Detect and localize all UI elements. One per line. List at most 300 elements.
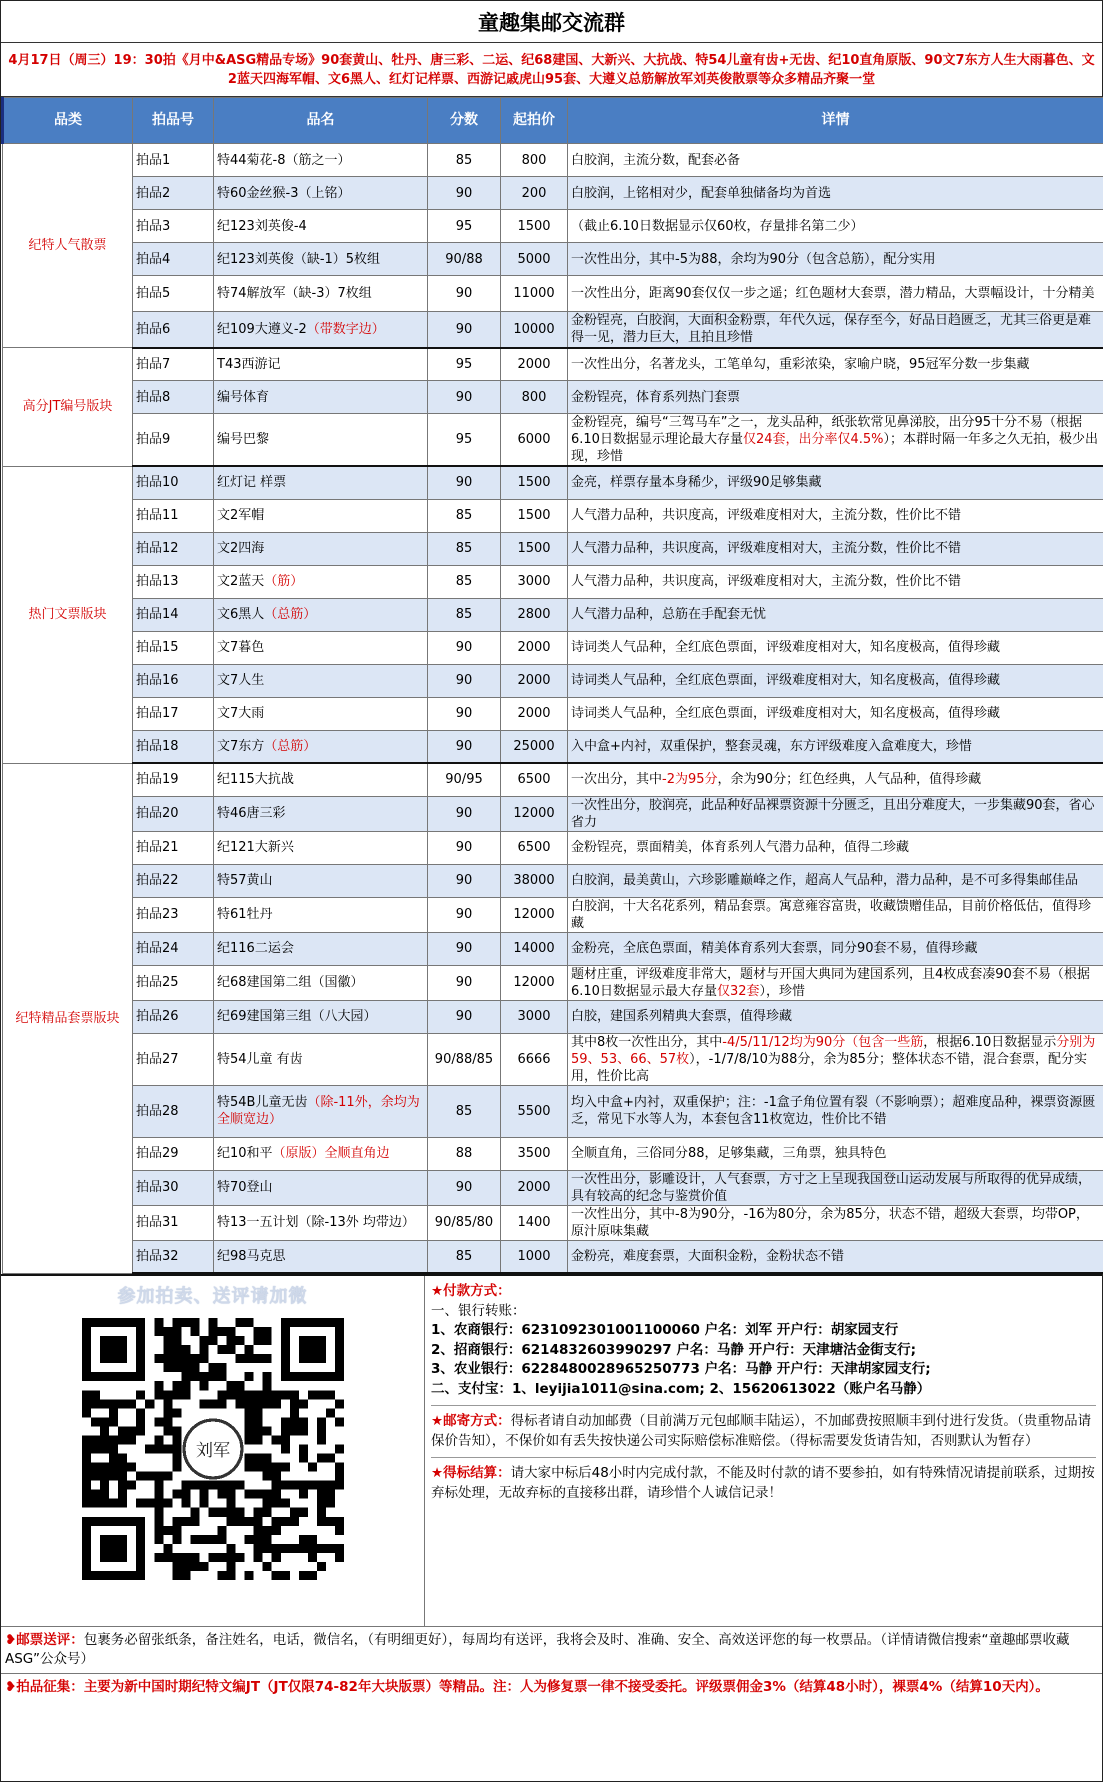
price-cell [501,763,568,796]
lot-number-cell-text: 拍品1 [136,152,171,168]
lot-number-cell [133,831,214,864]
score-cell [428,276,501,312]
score-cell [428,1170,501,1205]
lot-number-cell-text: 拍品19 [136,772,179,788]
detail-cell [568,730,1103,763]
table-row [3,1240,1103,1273]
wechat-qr-code[interactable] [82,1318,344,1580]
lot-name-cell [214,631,428,664]
score-cell-text: 85 [455,541,473,556]
lot-number-cell-text: 拍品30 [136,1180,179,1195]
table-row [3,631,1103,664]
detail-cell [568,1240,1103,1273]
table-row [3,1170,1103,1205]
lot-number-cell-text: 拍品15 [136,640,179,655]
score-cell [428,1240,501,1273]
lot-name-cell-text: （除-11外，余均为全顺宽边） [217,1095,420,1127]
price-cell-text: 1400 [517,1215,551,1230]
lot-name-cell [214,177,428,210]
score-cell-text: 90 [455,673,473,688]
price-cell [501,932,568,965]
lot-name-cell-text: 纪123刘英俊（缺-1）5枚组 [217,251,381,267]
score-cell [428,466,501,499]
price-cell-text: 6000 [517,432,551,447]
score-cell [428,1137,501,1170]
score-cell [428,864,501,897]
lot-name-cell [214,1240,428,1273]
lot-name-cell-text: 特60金丝猴-3（上铭） [217,185,351,201]
lot-number-cell [133,1033,214,1085]
detail-cell-text: 一次性出分，影雕设计，人气套票，方寸之上呈现我国登山运动发展与所取得的优异成绩，具有较高的纪念与鉴赏价值 [571,1171,1092,1204]
score-cell [428,831,501,864]
price-cell-text: 12000 [513,806,555,821]
detail-cell-text: -4/5/11/12均为90分（包含一些筋 [722,1034,924,1050]
detail-cell [568,1170,1103,1205]
lot-number-cell-text: 拍品21 [136,840,179,855]
lot-name-cell-text: 纪10和平 [217,1146,273,1161]
price-cell [501,965,568,1000]
lot-number-cell-text: 拍品10 [136,475,179,491]
price-cell [501,466,568,499]
lot-name-cell [214,1000,428,1033]
lot-name-cell-text: 文7东方 [217,738,265,754]
lot-name-cell-text: （带数字边） [306,321,385,337]
lot-number-cell [133,697,214,730]
qr-caption: 参加拍卖、送评请加微 [117,1286,308,1307]
score-cell-text: 90 [455,640,473,655]
table-row [3,177,1103,210]
lot-number-cell [133,763,214,796]
price-cell-text: 11000 [513,286,555,301]
price-cell [501,1000,568,1033]
detail-cell [568,243,1103,276]
lot-name-cell-text: 纪98马克思 [217,1248,286,1264]
price-cell [501,1033,568,1085]
price-cell-text: 5000 [517,251,551,267]
price-cell-text: 800 [521,152,547,168]
price-cell-text: 6666 [517,1051,551,1067]
table-row [3,210,1103,243]
lot-name-cell [214,1033,428,1085]
lot-number-cell-text: 拍品26 [136,1009,179,1024]
lot-number-cell-text: 拍品27 [136,1051,179,1067]
lot-name-cell-text: 纪109大遵义-2 [217,321,307,337]
detail-cell-text: 人气潜力品种，总筋在手配套无忧 [571,607,767,622]
score-cell-text: 90/88/85 [434,1051,494,1067]
lot-number-cell [133,348,214,381]
lot-number-cell-text: 拍品6 [136,321,171,337]
detail-cell [568,864,1103,897]
price-cell-text: 2800 [517,607,551,622]
detail-cell [568,1085,1103,1137]
table-row [3,864,1103,897]
price-cell-text: 3000 [517,574,551,589]
table-row [3,1205,1103,1240]
table-row [3,831,1103,864]
qr-panel [1,1276,425,1626]
table-row [3,664,1103,697]
detail-cell-text: 诗词类人气品种，全红底色票面，评级难度相对大，知名度极高，值得珍藏 [571,640,1001,655]
price-cell [501,243,568,276]
detail-cell-text: 人气潜力品种，共识度高，评级难度相对大，主流分数，性价比不错 [571,508,962,523]
lot-name-cell-text: 特54B儿童无齿 [217,1095,308,1110]
lot-name-cell-text: 特44菊花-8（筋之一） [217,152,351,168]
lot-name-cell-text: T43西游记 [217,356,281,372]
lot-number-cell [133,1205,214,1240]
lot-number-cell [133,499,214,532]
detail-cell-text: 全顺直角，三俗同分88，足够集藏，三角票，独具特色 [571,1146,887,1161]
lot-number-cell-text: 拍品2 [136,185,171,201]
header-score: 分数 [428,98,501,144]
detail-cell-text: 仅24套，出分率仅4.5% [742,432,884,447]
detail-cell [568,965,1103,1000]
settlement-block [431,1464,1096,1503]
detail-cell-text: 诗词类人气品种，全红底色票面，评级难度相对大，知名度极高，值得珍藏 [571,673,1001,688]
price-cell-text: 800 [521,389,547,405]
lot-number-cell-text: 拍品13 [136,574,179,589]
table-row [3,312,1103,348]
detail-cell-text: ，根据6.10日数据显示 [923,1034,1057,1050]
bank-title: 一、银行转账： [431,1302,526,1319]
lot-number-cell [133,565,214,598]
detail-cell-text: 白胶，建国系列精典大套票，值得珍藏 [571,1009,793,1024]
detail-cell-text: 金亮，样票存量本身稀少，评级90足够集藏 [571,475,822,491]
detail-cell-text: （截止6.10日数据显示仅60枚，存量排名第二少） [571,218,864,234]
lot-number-cell-text: 拍品22 [136,873,179,888]
lot-name-cell-text: 文7大雨 [217,706,265,721]
price-cell [501,276,568,312]
score-cell [428,631,501,664]
detail-cell-text: 金粉锃亮，编号“三驾马车”之一，龙头品种，纸张软常见鼻涕胶，出分95十分不易（根据6.10日数据显示理论最大存量 [571,415,1083,447]
lot-number-cell [133,598,214,631]
detail-cell-text: 一次性出分，其中-5为88，余均为90分（包含总筋），配分实用 [571,251,936,267]
lot-name-cell-text: 文6黑人 [217,607,265,622]
grading-text: 包裹务必留张纸条，备注姓名，电话，微信名，（有明细更好），每周均有送评，我将会及时、准确、安全、高效送评您的每一枚票品。（详情请微信搜索“童趣邮票收藏ASG”公众号） [5,1632,1070,1667]
table-header-row [3,98,1103,144]
detail-cell-text: 人气潜力品种，共识度高，评级难度相对大，主流分数，性价比不错 [571,574,962,589]
score-cell [428,348,501,381]
lot-name-cell-text: 特54儿童 有齿 [217,1051,303,1067]
score-cell [428,965,501,1000]
table-row [3,1085,1103,1137]
lot-name-cell [214,1137,428,1170]
lot-number-cell [133,276,214,312]
lot-number-cell [133,796,214,831]
lot-number-cell-text: 拍品18 [136,738,179,754]
lot-name-cell-text: 文2军帽 [217,508,265,523]
table-row [3,466,1103,499]
lot-name-cell-text: 特70登山 [217,1180,273,1195]
category-cell: 高分JT编号版块 [3,348,133,467]
lot-name-cell-text: 纪123刘英俊-4 [217,218,307,234]
lot-name-cell-text: 文2蓝天 [217,574,265,589]
lot-number-cell [133,730,214,763]
lot-name-cell [214,499,428,532]
price-cell [501,1085,568,1137]
table-row [3,276,1103,312]
score-cell [428,763,501,796]
lot-name-cell-text: 纪68建国第二组（国徽） [217,975,364,990]
detail-cell-text: 金粉亮，全底色票面，精美体育系列大套票，同分90套不易，值得珍藏 [571,941,978,956]
lot-name-cell-text: 纪115大抗战 [217,772,294,788]
lot-number-cell [133,466,214,499]
lot-name-cell [214,897,428,932]
price-cell-text: 2000 [517,706,551,721]
detail-cell [568,381,1103,414]
payment-block [431,1282,1096,1406]
lot-name-cell-text: 特61牡丹 [217,907,273,922]
lot-name-cell-text: （原版）全顺直角边 [272,1146,390,1161]
detail-cell-text: 金粉亮，难度套票，大面积金粉，金粉状态不错 [571,1248,845,1264]
lot-number-cell-text: 拍品12 [136,541,179,556]
price-cell-text: 1500 [517,475,551,491]
detail-cell-text: 其中8枚一次性出分，其中 [571,1034,723,1050]
score-cell [428,565,501,598]
score-cell-text: 90 [455,185,473,201]
lot-number-cell [133,897,214,932]
score-cell [428,210,501,243]
header-detail: 详情 [568,98,1103,144]
lot-number-cell [133,1240,214,1273]
lot-number-cell [133,243,214,276]
lot-name-cell [214,210,428,243]
table-row [3,144,1103,177]
score-cell [428,144,501,177]
score-cell [428,499,501,532]
lot-number-cell-text: 拍品25 [136,975,179,990]
lot-name-cell-text: 纪116二运会 [217,941,294,956]
lot-number-cell [133,932,214,965]
lot-number-cell-text: 拍品20 [136,806,179,821]
price-cell [501,381,568,414]
price-cell-text: 12000 [513,907,555,922]
payment-heading: ★付款方式： [431,1283,511,1299]
category-cell: 纪特人气散票 [3,144,133,348]
detail-cell-text: -2为95分 [662,772,718,788]
lot-number-cell-text: 拍品16 [136,673,179,688]
lot-number-cell-text: 拍品8 [136,389,171,405]
lot-name-cell-text: 红灯记 样票 [217,475,287,491]
price-cell-text: 1000 [517,1248,551,1264]
price-cell [501,312,568,348]
lot-number-cell [133,144,214,177]
detail-cell [568,598,1103,631]
detail-cell [568,763,1103,796]
price-cell [501,598,568,631]
score-cell-text: 90/85/80 [434,1215,494,1230]
lot-number-cell-text: 拍品11 [136,508,179,523]
table-row [3,763,1103,796]
price-cell-text: 200 [521,185,547,201]
detail-cell-text: 一次性出分，其中-8为90分，-16为80分，余为85分，状态不错，超级大套票，均带OP，原汁原味集藏 [571,1206,1089,1239]
lot-number-cell-text: 拍品9 [136,432,171,447]
lot-number-cell [133,532,214,565]
detail-cell-text: 白胶润，十大名花系列，精品套票。寓意雍容富贵，收藏馈赠佳品，目前价格低估，值得珍藏 [571,898,1092,931]
price-cell-text: 14000 [513,941,555,956]
lot-name-cell [214,144,428,177]
lot-name-cell [214,1170,428,1205]
detail-cell [568,532,1103,565]
score-cell-text: 90 [455,286,473,301]
score-cell-text: 90 [455,941,473,956]
lot-name-cell-text: 文7暮色 [217,640,265,655]
price-cell-text: 2000 [517,640,551,655]
lot-number-cell [133,177,214,210]
score-cell-text: 85 [455,152,473,168]
price-cell [501,1205,568,1240]
lot-name-cell-text: 特46唐三彩 [217,806,286,821]
price-cell [501,697,568,730]
detail-cell-text: 题材庄重，评级难度非常大，题材与开国大典同为建国系列，且4枚成套凑90套不易（根据6.10日数据显示最大存量 [571,966,1090,999]
detail-cell [568,312,1103,348]
lot-number-cell-text: 拍品28 [136,1103,179,1119]
detail-cell-text: 一次出分，其中 [571,772,663,788]
shipping-block [431,1412,1096,1458]
score-cell [428,697,501,730]
lot-name-cell [214,831,428,864]
lot-number-cell-text: 拍品4 [136,251,171,267]
bank-3: 3、农业银行：6228480028965250773 户名：马静 开户行：天津胡家园支行; [431,1361,931,1377]
detail-cell [568,831,1103,864]
score-cell-text: 90 [455,806,473,821]
lot-name-cell [214,1205,428,1240]
lot-name-cell [214,414,428,467]
collect-heading: ❥拍品征集： [5,1679,84,1695]
settlement-text: 请大家中标后48小时内完成付款，不能及时付款的请不要参拍，如有特殊情况请提前联系，过期按弃标处理，无故弃标的直接移出群，请珍惜个人诚信记录！ [431,1465,1095,1501]
grading-notice [1,1626,1102,1673]
detail-cell-text: ）；本群时隔一年多之久无拍，极少出现，珍惜 [571,432,1099,464]
detail-cell [568,664,1103,697]
score-cell-text: 90 [455,475,473,491]
detail-cell [568,276,1103,312]
lot-number-cell [133,1137,214,1170]
price-cell [501,831,568,864]
price-cell-text: 12000 [513,975,555,990]
lot-name-cell [214,348,428,381]
shipping-heading: ★邮寄方式： [431,1413,511,1429]
table-row [3,1033,1103,1085]
grading-heading: ❥邮票送评： [5,1632,84,1648]
price-cell [501,565,568,598]
table-row [3,697,1103,730]
price-cell-text: 6500 [517,772,551,788]
score-cell-text: 90 [455,1180,473,1195]
score-cell-text: 90 [455,738,473,754]
score-cell [428,598,501,631]
price-cell-text: 1500 [517,508,551,523]
detail-cell-text: ，余为90分；红色经典，人气品种，值得珍藏 [717,772,982,788]
table-row [3,598,1103,631]
price-cell-text: 38000 [513,873,555,888]
lot-number-cell-text: 拍品24 [136,941,179,956]
detail-cell [568,348,1103,381]
score-cell-text: 90 [455,1009,473,1024]
price-cell-text: 3000 [517,1009,551,1024]
table-row [3,499,1103,532]
header-lot: 拍品号 [133,98,214,144]
price-cell-text: 1500 [517,218,551,234]
price-cell-text: 1500 [517,541,551,556]
detail-cell [568,210,1103,243]
detail-cell [568,631,1103,664]
lot-name-cell [214,864,428,897]
detail-cell [568,1137,1103,1170]
price-cell [501,144,568,177]
lot-name-cell [214,466,428,499]
bank-1: 1、农商银行：6231092301001100060 户名：刘军 开户行：胡家园支行 [431,1322,899,1338]
price-cell [501,730,568,763]
lot-name-cell [214,532,428,565]
header-name: 品名 [214,98,428,144]
price-cell [501,1240,568,1273]
detail-cell-text: 白胶润，主流分数，配套必备 [571,152,741,168]
score-cell-text: 95 [455,432,473,447]
score-cell-text: 95 [455,218,473,234]
score-cell-text: 90 [455,873,473,888]
bank-2: 2、招商银行：6214832603990297 户名：马静 开户行：天津塘沽金街支行; [431,1341,916,1358]
score-cell-text: 88 [455,1146,473,1161]
lot-name-cell [214,1085,428,1137]
detail-cell [568,932,1103,965]
table-row [3,897,1103,932]
table-row [3,243,1103,276]
score-cell [428,796,501,831]
lot-name-cell [214,312,428,348]
detail-cell [568,499,1103,532]
lot-name-cell-text: （总筋） [264,607,317,622]
category-cell: 纪特精品套票版块 [3,763,133,1273]
lot-name-cell [214,965,428,1000]
detail-cell-text: ），珍惜 [759,983,806,999]
settlement-heading: ★得标结算： [431,1465,511,1481]
shipping-text: 得标者请自动加邮费（目前满万元包邮顺丰陆运），不加邮费按照顺丰到付进行发货。（贵重物品请保价告知），不保价如有丢失按快递公司实际赔偿标准赔偿。（得标需要发货请告知，否则默认为暂存） [431,1413,1092,1449]
score-cell-text: 85 [455,607,473,622]
detail-cell [568,414,1103,467]
table-row [3,532,1103,565]
detail-cell [568,177,1103,210]
lot-number-cell [133,414,214,467]
collect-notice [1,1673,1102,1701]
lot-number-cell-text: 拍品7 [136,356,171,372]
table-row [3,730,1103,763]
lot-name-cell [214,697,428,730]
detail-cell [568,897,1103,932]
price-cell-text: 6500 [517,840,551,855]
price-cell [501,532,568,565]
detail-cell-text: 一次性出分，距离90套仅仅一步之遥；红色题材大套票，潜力精品，大票幅设计，十分精美 [571,286,1095,301]
detail-cell-text: 诗词类人气品种，全红底色票面，评级难度相对大，知名度极高，值得珍藏 [571,706,1001,721]
price-cell [501,1137,568,1170]
price-cell-text: 5500 [517,1103,551,1119]
score-cell [428,312,501,348]
price-cell-text: 3500 [517,1146,551,1161]
table-row [3,796,1103,831]
detail-cell [568,144,1103,177]
score-cell [428,177,501,210]
score-cell-text: 90 [455,389,473,405]
lot-table [1,97,1103,1274]
category-cell: 热门文票版块 [3,466,133,763]
collect-text: 主要为新中国时期纪特文编JT（JT仅限74-82年大块版票）等精品。注：人为修复票一律不接受委托。评级票佣金3%（结算48小时），裸票4%（结算10天内）。 [83,1679,1049,1695]
lot-name-cell [214,730,428,763]
detail-cell-text: 人气潜力品种，共识度高，评级难度相对大，主流分数，性价比不错 [571,541,962,556]
detail-cell-text: 一次性出分，名著龙头，工笔单勾，重彩浓染，家喻户晓，95冠军分数一步集藏 [571,356,1030,372]
score-cell [428,532,501,565]
score-cell-text: 90 [455,840,473,855]
lot-name-cell [214,932,428,965]
detail-cell-text: 均入中盒+内衬，双重保护；注：-1盒子角位置有裂（不影响票）；超难度品种，裸票资源匮乏，常见下水等人为，本套包含11枚宽边，性价比不错 [571,1095,1096,1127]
lot-name-cell-text: 编号巴黎 [217,432,270,447]
